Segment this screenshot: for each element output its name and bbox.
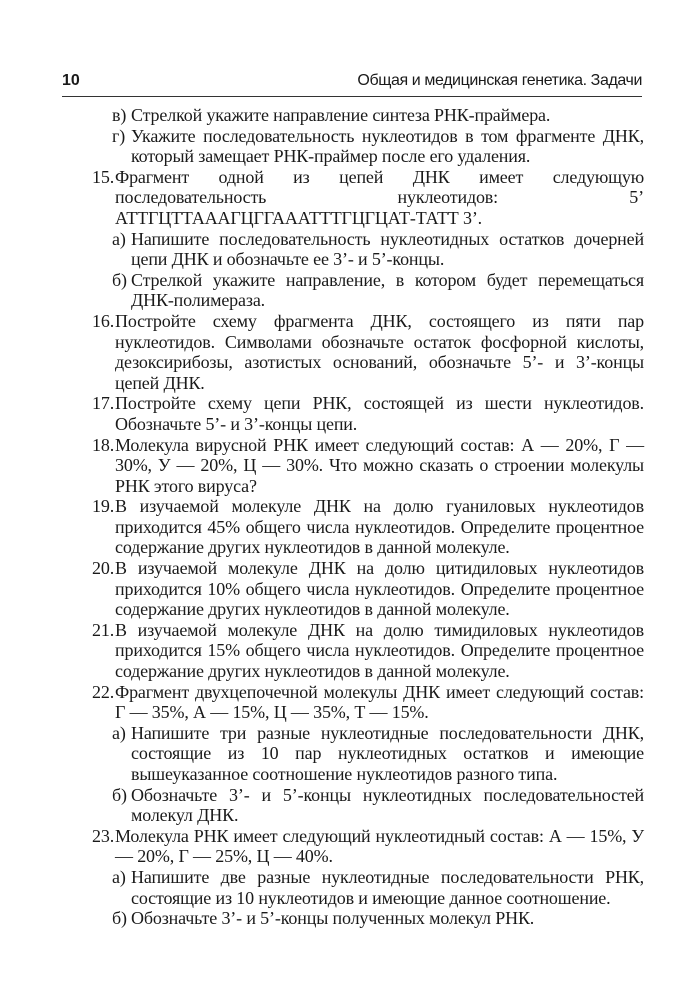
problem-subitem — [66, 908, 644, 929]
item-text: Напишите последовательность нуклеотидных остатков дочерней цепи ДНК и обозначьте ее 3’- и 5’-концы. — [131, 228, 644, 270]
problem-subitem — [66, 270, 644, 311]
item-label: в) — [112, 105, 127, 125]
item-text: Фрагмент двухцепочечной молекулы ДНК имеет следующий состав: Г — 35%, А — 15%, Ц — 35%, Т — 15%. — [115, 681, 644, 723]
item-label: 23. — [92, 825, 115, 846]
problem-subitem — [66, 229, 644, 270]
problem-subitem — [66, 867, 644, 908]
item-label: 20. — [92, 558, 115, 579]
item-label: 19. — [92, 496, 115, 517]
item-label: а) — [112, 722, 126, 743]
item-text: Напишите три разные нуклеотидные последовательности ДНК, состоящие из 10 пар нуклеотидных остатков и имеющие вышеуказанное соотношение нуклеотидов разного типа. — [131, 722, 644, 784]
problem-item — [66, 393, 644, 434]
running-header — [62, 68, 642, 97]
item-text: Молекула РНК имеет следующий нуклеотидный состав: А — 15%, У — 20%, Г — 25%, Ц — 40%. — [115, 825, 644, 867]
item-label: 17. — [92, 393, 115, 414]
item-label: а) — [112, 866, 126, 887]
item-text: В изучаемой молекуле ДНК на долю гуаниловых нуклеотидов приходится 45% общего числа нуклеотидов. Определите процентное содержание других нуклеотидов в данной молекуле. — [115, 496, 644, 558]
item-text: Постройте схему цепи РНК, состоящей из шести нуклеотидов. Обозначьте 5’- и 3’-концы цепи. — [115, 393, 644, 434]
problem-subitem — [66, 126, 644, 167]
item-label: 21. — [92, 619, 115, 640]
item-label: 15. — [92, 166, 115, 187]
page-body — [66, 105, 644, 929]
item-text: Фрагмент одной из цепей ДНК имеет следующую последовательность нуклеотидов: 5’ АТТГЦТТАААГЦГГАААТТТГЦГЦАТ-ТАТТ 3’. — [115, 166, 644, 228]
problem-subitem — [66, 785, 644, 826]
item-text: Напишите две разные нуклеотидные последовательности РНК, состоящие из 10 нуклеотидов и имеющие данное соотношение. — [131, 866, 644, 908]
item-label: 22. — [92, 681, 115, 702]
item-text: Постройте схему фрагмента ДНК, состоящего из пяти пар нуклеотидов. Символами обозначьте остаток фосфорной кислоты, дезоксирибозы, азотистых оснований, обозначьте 5’- и 3’-концы цепей ДНК. — [115, 310, 644, 393]
item-text: Обозначьте 3’- и 5’-концы нуклеотидных последовательностей молекул ДНК. — [131, 784, 644, 826]
problem-item — [66, 826, 644, 867]
item-label: г) — [112, 125, 126, 146]
item-text: Стрелкой укажите направление синтеза РНК-праймера. — [131, 105, 551, 125]
item-label: 18. — [92, 434, 115, 455]
problem-item — [66, 435, 644, 497]
problem-subitem — [66, 105, 644, 126]
item-label: а) — [112, 228, 126, 249]
item-text: В изучаемой молекуле ДНК на долю цитидиловых нуклеотидов приходится 10% общего числа нуклеотидов. Определите процентное содержание других нуклеотидов в данной молекуле. — [115, 558, 644, 620]
item-text: Укажите последовательность нуклеотидов в том фрагменте ДНК, который замещает РНК-праймер после его удаления. — [131, 125, 644, 167]
item-label: б) — [112, 784, 127, 805]
problem-item — [66, 167, 644, 229]
problem-item — [66, 558, 644, 620]
problem-subitem — [66, 723, 644, 785]
item-text: Обозначьте 3’- и 5’-концы полученных молекул РНК. — [131, 908, 535, 929]
running-title: Общая и медицинская генетика. Задачи — [357, 72, 642, 89]
item-text: В изучаемой молекуле ДНК на долю тимидиловых нуклеотидов приходится 15% общего числа нуклеотидов. Определите процентное содержание других нуклеотидов в данной молекуле. — [115, 619, 644, 682]
page-number: 10 — [62, 72, 80, 89]
item-label: 16. — [92, 310, 115, 331]
problem-item — [66, 311, 644, 393]
item-text: Стрелкой укажите направление, в котором будет перемещаться ДНК-полимераза. — [131, 269, 644, 311]
item-label: б) — [112, 908, 127, 929]
problem-item — [66, 682, 644, 723]
problem-item — [66, 620, 644, 682]
item-label: б) — [112, 269, 127, 290]
item-text: Молекула вирусной РНК имеет следующий состав: А — 20%, Г — 30%, У — 20%, Ц — 30%. Что можно сказать о строении молекулы РНК этого вируса? — [115, 434, 644, 496]
problem-item — [66, 496, 644, 558]
